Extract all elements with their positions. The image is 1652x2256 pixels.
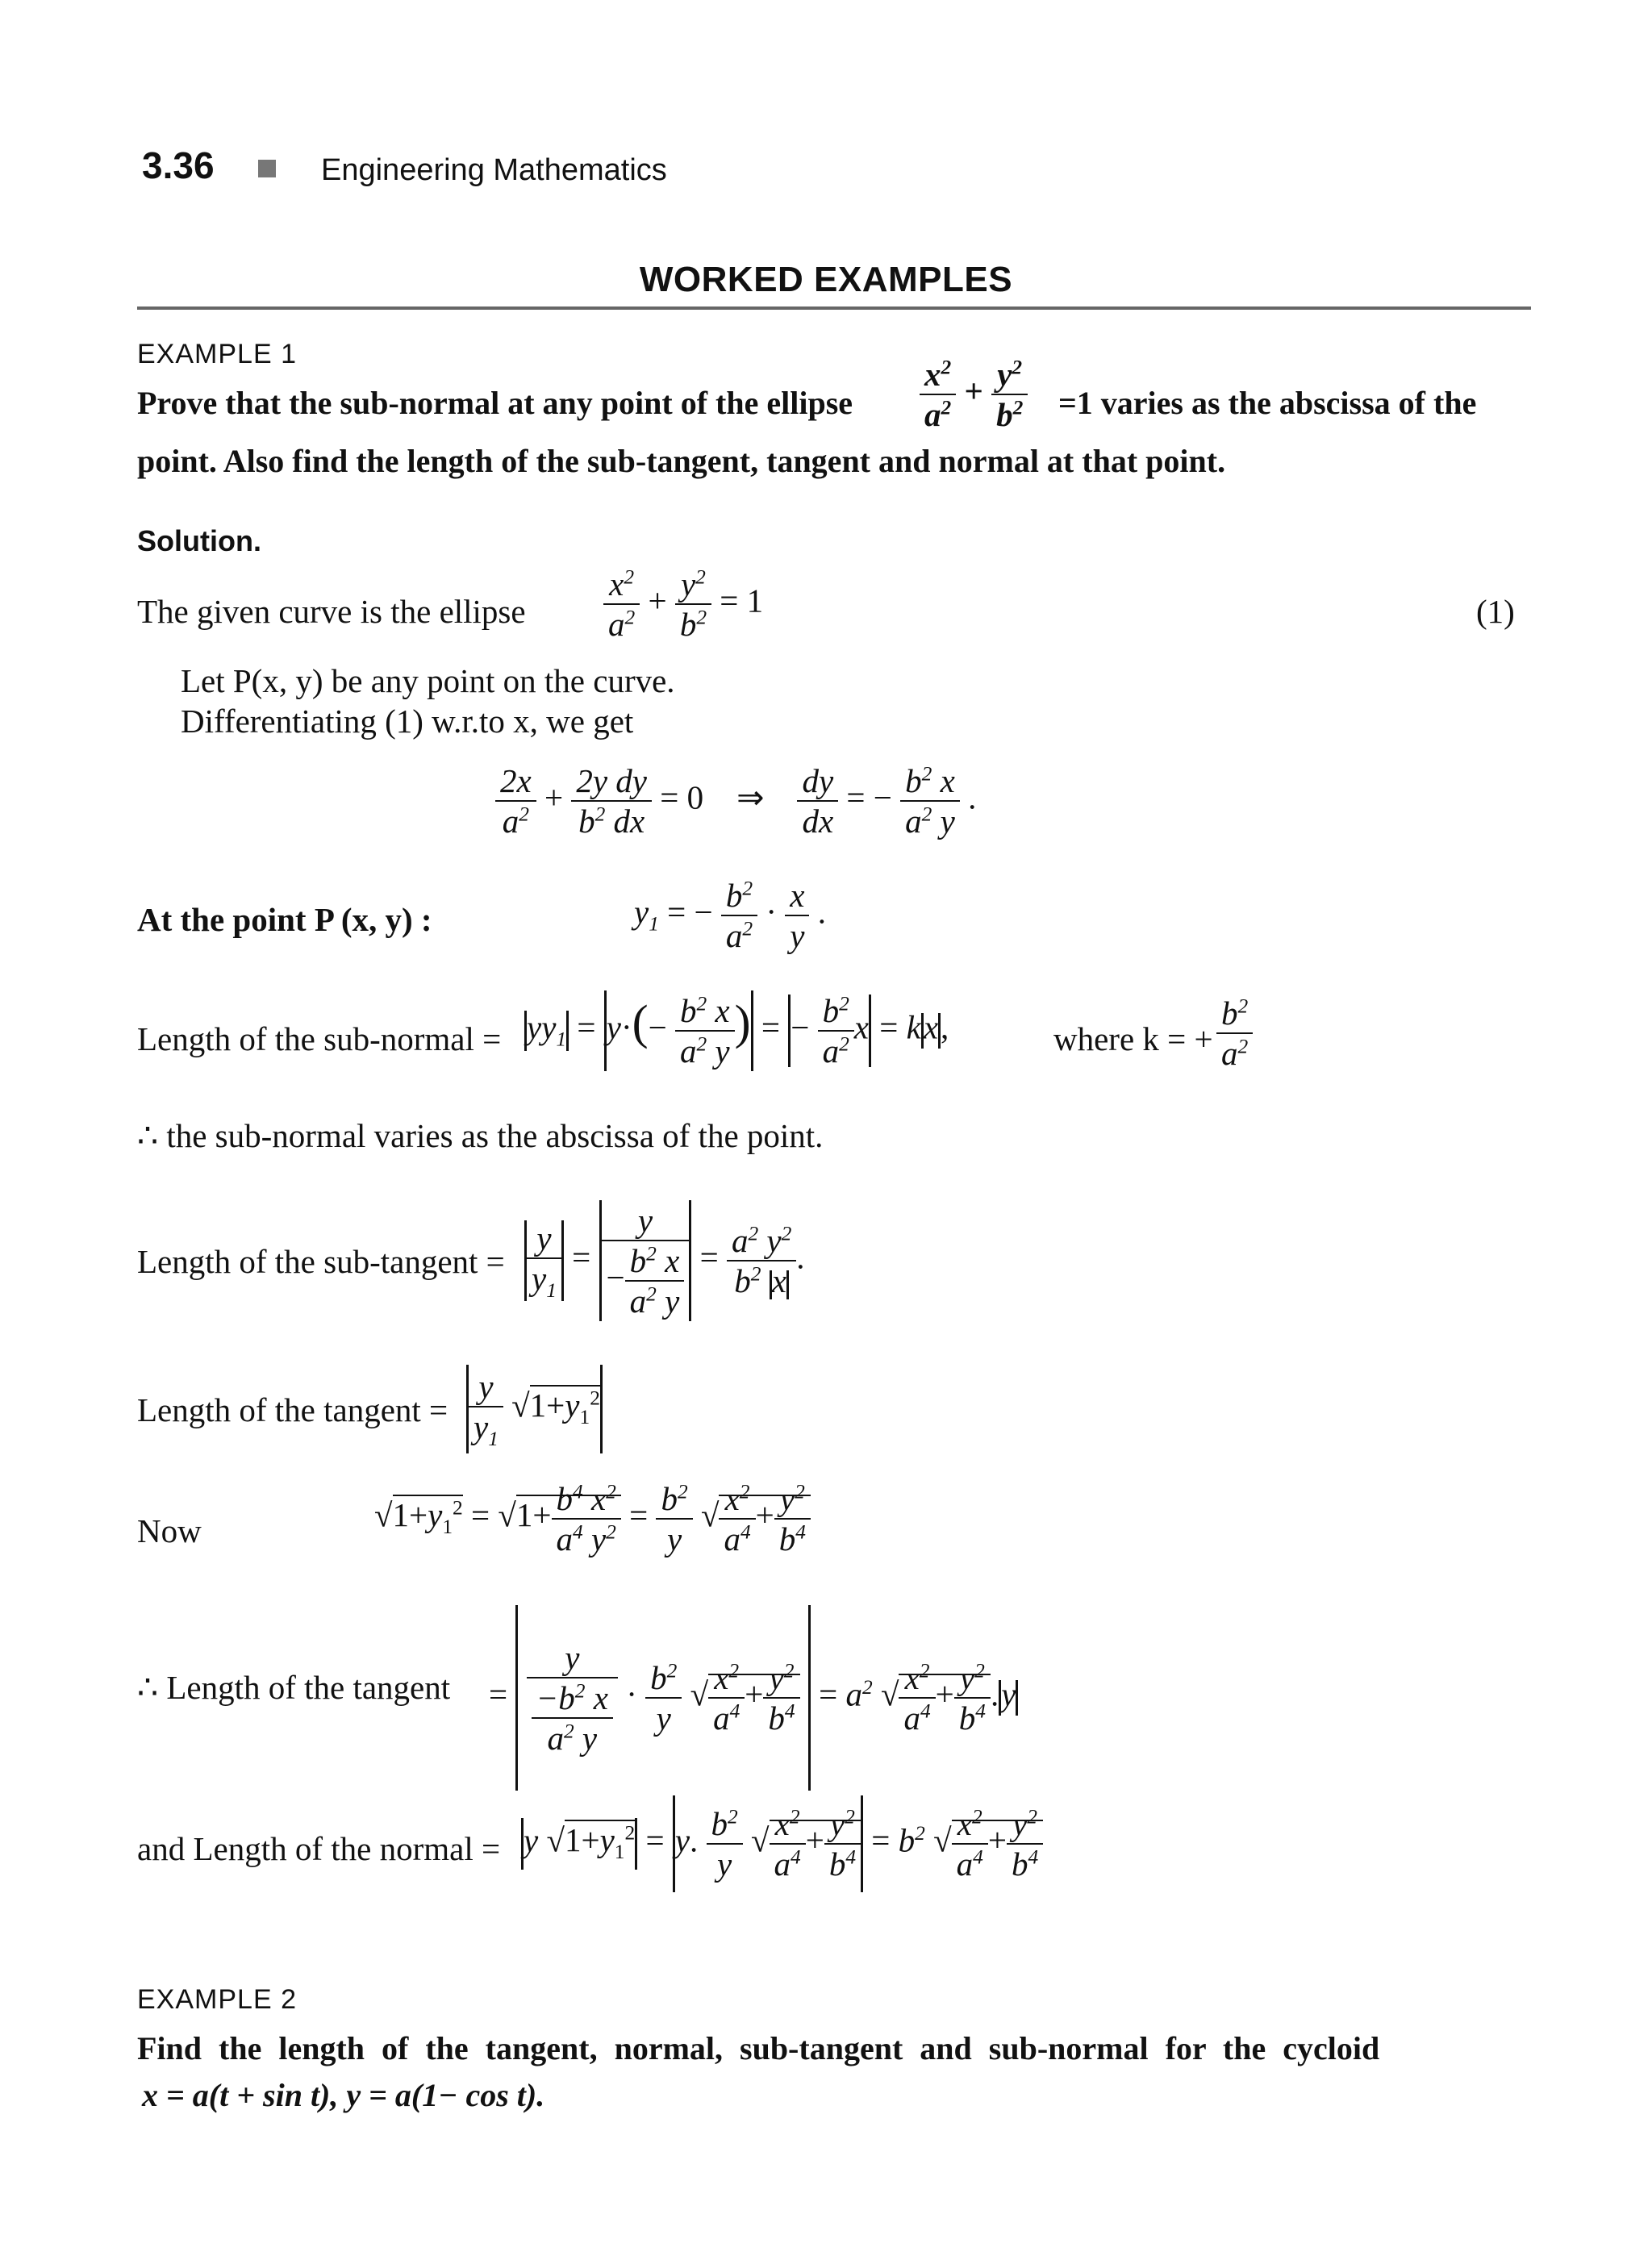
example-1-statement-part2: =1 varies as the abscissa of the (1058, 385, 1477, 421)
therefore-subnormal-text: ∴ the sub-normal varies as the abscissa of the point. (137, 1117, 824, 1154)
at-point-label: At the point P (x, y) : (137, 901, 432, 938)
normal-expression: y $√1+y_1^2 = y$. $\frac{b^2}{y}$ √ $\frac{x^2}{a^4}$ + $\frac{y^2}{b^4}$ = $b^2$ √ $\frac{x^2}{a^4}$ + $\frac{y^2}{b^4}$ (521, 1795, 1043, 1892)
k-value: $\frac{b^2}{a^2}$ (1216, 994, 1253, 1073)
given-curve-text: The given curve is the ellipse (137, 593, 526, 630)
equation-number: (1) (1476, 593, 1515, 630)
example-2-statement-line2: x = a(t + sin t), y = a(1− cos t). (142, 2077, 545, 2113)
differentiating-text: Differentiating (1) w.r.to x, we get (181, 703, 634, 740)
ellipse-equation-bold: $\frac{x^2}{a^2}$ + $\frac{y^2}{b^2}$ (920, 355, 1028, 434)
solution-label: Solution. (137, 524, 261, 557)
derivative-equation: $\frac{2x}{a^2}$ + $\frac{\text{2y dy}}{b^2 dx}$ = 0 ⇒ $\frac{dy}{dx}$ = − $\frac{b^2 x}{a^2 y}$ . (495, 761, 976, 840)
subnormal-label: Length of the sub-normal = (137, 1020, 502, 1057)
tangent-label: Length of the tangent = (137, 1391, 448, 1428)
subtangent-label: Length of the sub-tangent = (137, 1243, 505, 1280)
now-label: Now (137, 1512, 202, 1549)
example-1-statement-part1: Prove that the sub-normal at any point of the ellipse (137, 385, 853, 421)
example-2-label: EXAMPLE 2 (137, 1984, 297, 2015)
given-equation: $\frac{x^2}{a^2}$ + $\frac{y^2}{b^2}$ = 1 (603, 565, 763, 644)
section-title: WORKED EXAMPLES (639, 260, 1013, 299)
page-number: 3.36 (142, 144, 215, 186)
example-1-label: EXAMPLE 1 (137, 339, 297, 369)
where-k-text: where k = + (1053, 1020, 1213, 1057)
slope-at-point: $y_1$ = − $\frac{b^2}{a^2}$ · $\frac{x}{y}$ . (634, 877, 826, 954)
let-point-text: Let P(x, y) be any point on the curve. (181, 662, 675, 699)
section-divider (137, 306, 1531, 310)
example-1-statement-line2: point. Also find the length of the sub-tangent, tangent and normal at that point. (137, 443, 1226, 479)
therefore-tangent-expression: = $\frac{y}{\frac{-b^2 x}{a^2 y}}$ · $\frac{b^2}{y}$ √ $\frac{x^2}{a^4}$ + $\frac{y^2}{b^4}$ = $a^2$ √ $\frac{x^2}{a^4}$ + $\frac{y^2}{b^4}$ .y (489, 1605, 1018, 1791)
subnormal-expression: $yy_1 = y\cdot(-$ $\frac{b^2 x}{a^2 y}$ ) = − $\frac{b^2}{a^2}$ x = kx, (524, 990, 949, 1071)
normal-label: and Length of the normal = (137, 1830, 501, 1867)
book-title: Engineering Mathematics (321, 153, 667, 187)
header-square-icon (258, 160, 276, 177)
subtangent-expression: $\frac{y}{y_1}$ = y − $\frac{b^2 x}{a^2 y}$ = $\frac{a^2 y^2}{b^2 x}$ . (524, 1200, 805, 1321)
example-2-statement-line1: Find the length of the tangent, normal, sub-tangent and sub-normal for the cycloid (137, 2030, 1380, 2066)
now-expression: $√1+y_1^2 = √1+$ $\frac{b^4 x^2}{a^4 y^2}$ = $\frac{b^2}{y}$ √ $\frac{x^2}{a^4}$ + $\frac{y^2}{b^4}$ (374, 1479, 811, 1558)
tangent-expression: $\frac{y}{y_1}$ $√1+y_1^2$ (466, 1365, 603, 1453)
therefore-tangent-label: ∴ Length of the tangent (137, 1669, 451, 1706)
